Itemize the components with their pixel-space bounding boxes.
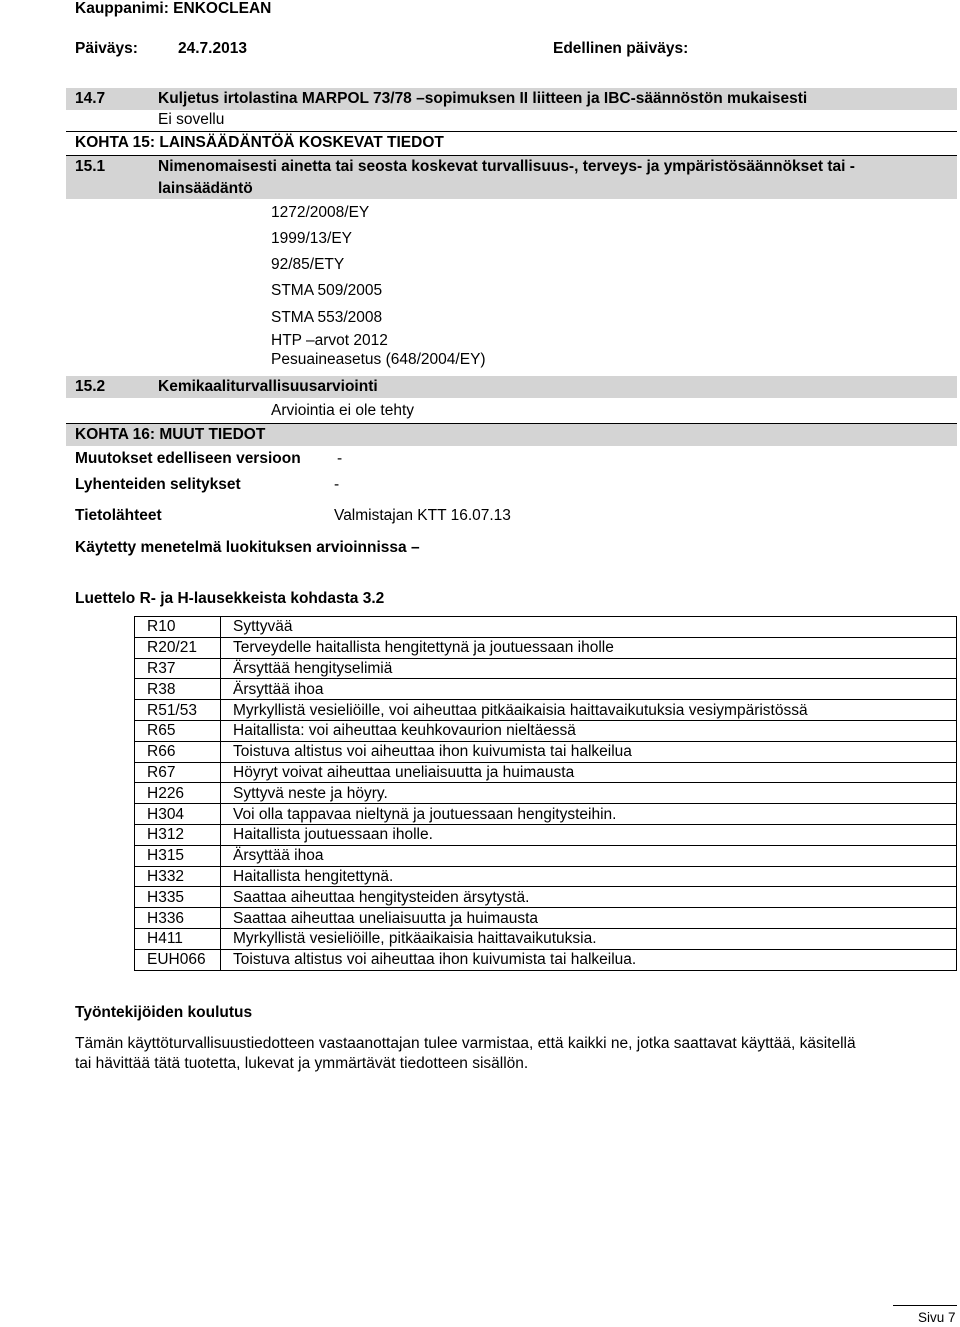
regulation-item: 1272/2008/EY (271, 204, 370, 221)
phrase-code: H226 (135, 783, 221, 804)
phrase-row (135, 804, 957, 825)
phrase-text: Terveydelle haitallista hengitettynä ja joutuessaan iholle (221, 637, 957, 658)
section-15-heading: KOHTA 15: LAINSÄÄDÄNTÖÄ KOSKEVAT TIEDOT (75, 134, 444, 151)
phrase-text: Myrkyllistä vesieliöille, pitkäaikaisia haittavaikutuksia. (221, 928, 957, 949)
abbreviations-value: - (334, 476, 340, 493)
divider (66, 131, 957, 132)
date-value: 24.7.2013 (178, 40, 247, 57)
regulation-item: 92/85/ETY (271, 256, 345, 273)
section-15-1-number: 15.1 (75, 158, 106, 175)
phrase-text: Ärsyttää ihoa (221, 679, 957, 700)
changes-value: - (337, 450, 343, 467)
phrase-text: Toistuva altistus voi aiheuttaa ihon kuivumista tai halkeilua (221, 741, 957, 762)
phrase-table (134, 616, 957, 971)
phrase-row (135, 762, 957, 783)
phrase-text: Voi olla tappavaa nieltynä ja joutuessaan hengitysteihin. (221, 804, 957, 825)
date-label: Päiväys: (75, 40, 138, 57)
section-15-2-value: Arviointia ei ole tehty (271, 402, 415, 419)
phrase-row (135, 720, 957, 741)
training-heading: Työntekijöiden koulutus (75, 1004, 253, 1021)
phrase-code: R51/53 (135, 700, 221, 721)
sources-label: Tietolähteet (75, 507, 162, 524)
training-text-line1: Tämän käyttöturvallisuustiedotteen vastaanottajan tulee varmistaa, että kaikki ne, jotka saattavat käyttää, käsitellä (75, 1035, 856, 1052)
abbreviations-label: Lyhenteiden selitykset (75, 476, 241, 493)
section-15-1-title-line2: lainsäädäntö (158, 180, 253, 197)
regulation-item: STMA 553/2008 (271, 309, 383, 326)
footer-divider (893, 1305, 957, 1306)
phrase-row (135, 866, 957, 887)
phrase-code: R65 (135, 720, 221, 741)
phrase-code: H304 (135, 804, 221, 825)
section-14-7-title: Kuljetus irtolastina MARPOL 73/78 –sopimuksen II liitteen ja IBC-säännöstön mukaisesti (158, 90, 808, 107)
phrase-row (135, 887, 957, 908)
phrase-row (135, 949, 957, 970)
page-number: Sivu 7 (918, 1310, 956, 1325)
previous-date-label: Edellinen päiväys: (553, 40, 689, 57)
phrase-text: Haitallista hengitettynä. (221, 866, 957, 887)
phrase-code: H336 (135, 908, 221, 929)
phrase-code: EUH066 (135, 949, 221, 970)
method-label: Käytetty menetelmä luokituksen arvioinnissa – (75, 539, 420, 556)
section-15-2-title: Kemikaaliturvallisuusarviointi (158, 378, 378, 395)
phrase-text: Syttyvää (221, 617, 957, 638)
phrase-row (135, 928, 957, 949)
divider (66, 423, 957, 424)
phrase-row (135, 617, 957, 638)
phrase-list-heading: Luettelo R- ja H-lausekkeista kohdasta 3.2 (75, 590, 385, 607)
phrase-code: R10 (135, 617, 221, 638)
phrase-row (135, 658, 957, 679)
sources-value: Valmistajan KTT 16.07.13 (334, 507, 511, 524)
product-name: Kauppanimi: ENKOCLEAN (75, 0, 272, 17)
regulation-item: Pesuaineasetus (648/2004/EY) (271, 351, 486, 368)
phrase-row (135, 824, 957, 845)
phrase-code: H315 (135, 845, 221, 866)
phrase-text: Ärsyttää ihoa (221, 845, 957, 866)
section-16-heading: KOHTA 16: MUUT TIEDOT (75, 426, 266, 443)
phrase-row (135, 700, 957, 721)
section-15-1-title-line1: Nimenomaisesti ainetta tai seosta koskevat turvallisuus-, terveys- ja ympäristösäännökset tai - (158, 158, 855, 175)
phrase-text: Haitallista: voi aiheuttaa keuhkovaurion nieltäessä (221, 720, 957, 741)
phrase-code: H312 (135, 824, 221, 845)
phrase-code: R38 (135, 679, 221, 700)
phrase-row (135, 741, 957, 762)
phrase-text: Ärsyttää hengityselimiä (221, 658, 957, 679)
training-text-line2: tai hävittää tätä tuotetta, lukevat ja ymmärtävät tiedotteen sisällön. (75, 1055, 529, 1072)
changes-label: Muutokset edelliseen versioon (75, 450, 301, 467)
phrase-text: Toistuva altistus voi aiheuttaa ihon kuivumista tai halkeilua. (221, 949, 957, 970)
phrase-text: Höyryt voivat aiheuttaa uneliaisuutta ja huimausta (221, 762, 957, 783)
divider (66, 155, 957, 156)
phrase-code: R20/21 (135, 637, 221, 658)
section-14-7-number: 14.7 (75, 90, 106, 107)
regulation-item: 1999/13/EY (271, 230, 353, 247)
phrase-code: R37 (135, 658, 221, 679)
regulation-item: STMA 509/2005 (271, 282, 383, 299)
phrase-text: Saattaa aiheuttaa uneliaisuutta ja huimausta (221, 908, 957, 929)
phrase-code: H411 (135, 928, 221, 949)
phrase-code: R66 (135, 741, 221, 762)
phrase-text: Syttyvä neste ja höyry. (221, 783, 957, 804)
phrase-text: Haitallista joutuessaan iholle. (221, 824, 957, 845)
section-14-7-value: Ei sovellu (158, 111, 225, 128)
phrase-code: H335 (135, 887, 221, 908)
phrase-row (135, 908, 957, 929)
regulation-item: HTP –arvot 2012 (271, 332, 388, 349)
section-15-2-number: 15.2 (75, 378, 106, 395)
phrase-row (135, 679, 957, 700)
phrase-row (135, 783, 957, 804)
phrase-text: Myrkyllistä vesieliöille, voi aiheuttaa pitkäaikaisia haittavaikutuksia vesiympäristössä (221, 700, 957, 721)
phrase-row (135, 637, 957, 658)
phrase-row (135, 845, 957, 866)
phrase-code: H332 (135, 866, 221, 887)
phrase-code: R67 (135, 762, 221, 783)
phrase-text: Saattaa aiheuttaa hengitysteiden ärsytystä. (221, 887, 957, 908)
